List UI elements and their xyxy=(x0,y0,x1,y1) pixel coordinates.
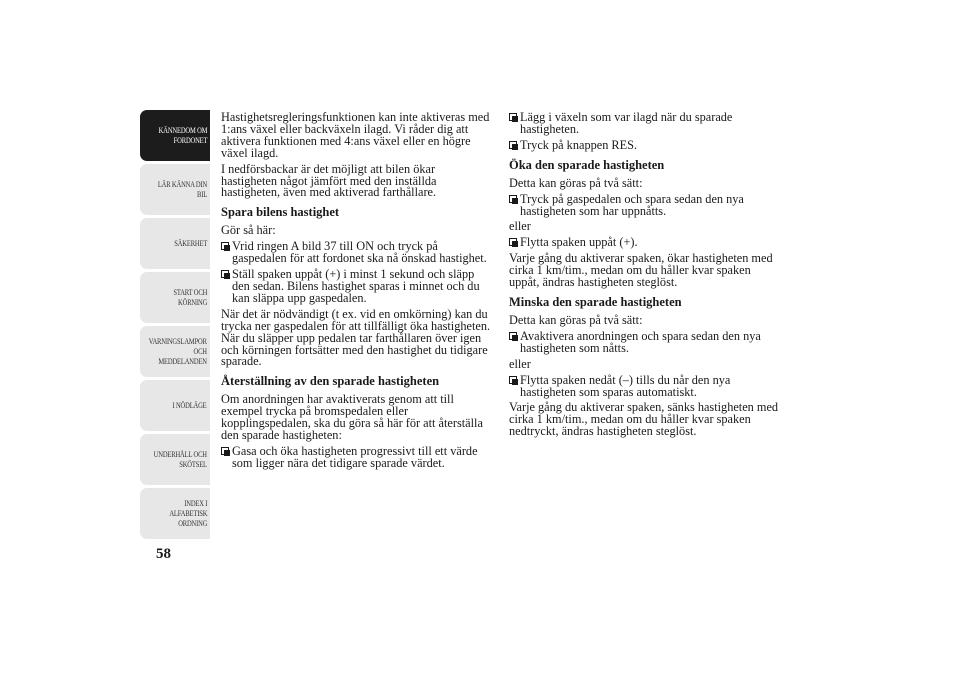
tab-label: LÄR KÄNNA DIN BIL xyxy=(157,179,207,199)
list-item xyxy=(509,112,779,136)
tab-label: VARNINGSLAMPOR OCH MEDDELANDEN xyxy=(148,336,207,366)
list-item xyxy=(509,372,779,399)
right-column xyxy=(509,112,779,442)
checkbox-bullet-icon xyxy=(509,113,517,121)
checkbox-bullet-icon xyxy=(509,195,517,203)
tab-label: KÄNNEDOM OM FORDONET xyxy=(158,125,207,145)
checkbox-bullet-icon xyxy=(509,376,517,384)
paragraph: Detta kan göras på två sätt: xyxy=(509,312,643,327)
checkbox-bullet-icon xyxy=(509,238,517,246)
left-column xyxy=(221,112,491,474)
checkbox-bullet-icon xyxy=(509,332,517,340)
checkbox-bullet-icon xyxy=(221,242,229,250)
list-item-text: Vrid ringen A bild 37 till ON och tryck på gaspedalen för att fordonet ska nå önskad hastighet. xyxy=(232,239,487,266)
list-item xyxy=(221,241,491,265)
list-item xyxy=(221,443,491,470)
list-item-text: Gasa och öka hastigheten progressivt till ett värde som ligger nära det tidigare sparade värdet. xyxy=(232,443,478,470)
tab-underhall-och-skotsel[interactable] xyxy=(140,434,210,485)
tab-sakerhet[interactable] xyxy=(140,218,210,269)
bullet-list xyxy=(509,237,779,249)
paragraph: Varje gång du aktiverar spaken, ökar hastigheten med cirka 1 km/tim., medan om du håller kvar spaken uppåt, ändras hastigheten steglöst. xyxy=(509,251,773,290)
paragraph: eller xyxy=(509,356,531,371)
tab-kannedom-om-fordonet[interactable] xyxy=(140,110,210,161)
bullet-list xyxy=(509,112,779,152)
list-item-text: Tryck på gaspedalen och spara sedan den nya hastigheten som har uppnåtts. xyxy=(520,191,744,218)
checkbox-bullet-icon xyxy=(221,270,229,278)
list-item xyxy=(221,269,491,305)
tab-label: I NÖDLÄGE xyxy=(172,400,207,410)
list-item-text: Avaktivera anordningen och spara sedan den nya hastigheten som nåtts. xyxy=(520,328,761,355)
list-item xyxy=(509,328,779,355)
section-heading: Spara bilens hastighet xyxy=(221,205,340,220)
paragraph: När det är nödvändigt (t ex. vid en omkörning) kan du trycka ner gaspedalen för att tillfälligt öka hastigheten. När du släpper upp pedalen tar farthållaren över igen och körningen fortsätter med den hastighet du tidigare sparade. xyxy=(221,306,491,369)
checkbox-bullet-icon xyxy=(509,141,517,149)
paragraph: Detta kan göras på två sätt: xyxy=(509,175,643,190)
section-heading: Återställning av den sparade hastigheten xyxy=(221,374,440,389)
list-item-text: Lägg i växeln som var ilagd när du sparade hastigheten. xyxy=(520,110,733,136)
chapter-tabs xyxy=(140,110,210,542)
tab-label: START OCH KÖRNING xyxy=(173,287,207,307)
page-number: 58 xyxy=(156,546,171,562)
paragraph: Hastighetsregleringsfunktionen kan inte aktiveras med 1:ans växel eller backväxeln ilagd. Vi råder dig att aktivera funktionen med 4:ans växel eller en högre växel ilagd. xyxy=(221,110,490,160)
paragraph: Gör så här: xyxy=(221,223,276,238)
bullet-list xyxy=(221,241,491,305)
list-item xyxy=(509,137,779,152)
paragraph: I nedförsbackar är det möjligt att bilen ökar hastigheten något jämfört med den inställda hastigheten, även med aktiverad farthållare. xyxy=(221,161,437,200)
bullet-list xyxy=(509,372,779,399)
bullet-list xyxy=(509,328,779,355)
tab-index[interactable] xyxy=(140,488,210,539)
bullet-list xyxy=(221,443,491,470)
bullet-list xyxy=(509,191,779,218)
checkbox-bullet-icon xyxy=(221,447,229,455)
tab-i-nodlage[interactable] xyxy=(140,380,210,431)
tab-label: SÄKERHET xyxy=(174,238,207,248)
list-item-text: Flytta spaken nedåt (–) tills du når den nya hastigheten som sparas automatiskt. xyxy=(520,372,731,399)
tab-varningslampor[interactable] xyxy=(140,326,210,377)
tab-lar-kanna-din-bil[interactable] xyxy=(140,164,210,215)
list-item-text: Tryck på knappen RES. xyxy=(520,137,638,152)
section-heading: Öka den sparade hastigheten xyxy=(509,157,665,172)
list-item xyxy=(509,237,779,249)
list-item-text: Ställ spaken uppåt (+) i minst 1 sekund och släpp den sedan. Bilens hastighet sparas i minnet och du kan släppa upp gaspedalen. xyxy=(232,267,480,305)
list-item-text: Flytta spaken uppåt (+). xyxy=(520,235,638,250)
tab-label: INDEX I ALFABETISK ORDNING xyxy=(169,498,207,528)
paragraph: Om anordningen har avaktiverats genom att till exempel trycka på bromspedalen eller kopplingspedalen, ska du göra så här för att återställa den sparade hastigheten: xyxy=(221,392,483,443)
tab-start-och-korning[interactable] xyxy=(140,272,210,323)
list-item xyxy=(509,191,779,218)
paragraph: eller xyxy=(509,219,531,234)
section-heading: Minska den sparade hastigheten xyxy=(509,294,682,309)
tab-label: UNDERHÅLL OCH SKÖTSEL xyxy=(153,449,207,469)
paragraph: Varje gång du aktiverar spaken, sänks hastigheten med cirka 1 km/tim., medan om du håller kvar spaken nedtryckt, ändras hastigheten steglöst. xyxy=(509,400,779,439)
